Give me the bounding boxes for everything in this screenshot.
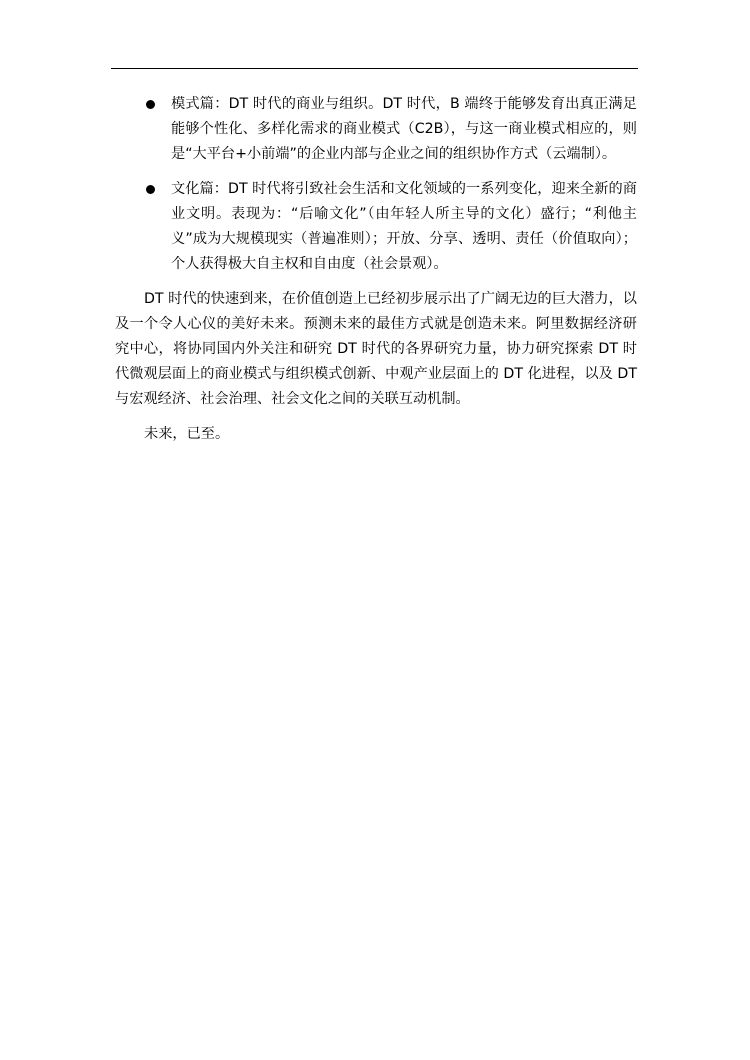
bullet-item-model — [115, 92, 637, 167]
bullet-icon — [146, 185, 155, 194]
document-body — [115, 92, 637, 457]
bullet-text: 文化篇：DT 时代将引致社会生活和文化领域的一系列变化，迎来全新的商业文明。表现为：“后喻文化”（由年轻人所主导的文化）盛行；“利他主义”成为大规模现实（普遍准则）；开放、分享、透明、责任（价值取向）；个人获得极大自主权和自由度（社会景观）。 — [171, 181, 637, 272]
body-paragraph: DT 时代的快速到来，在价值创造上已经初步展示出了广阔无边的巨大潜力，以及一个令人心仪的美好未来。预测未来的最佳方式就是创造未来。阿里数据经济研究中心，将协同国内外关注和研究 DT 时代的各界研究力量，协力研究探索 DT 时代微观层面上的商业模式与组织模式创新、中观产业层面上的 DT 化进程，以及 DT 与宏观经济、社会治理、社会文化之间的关联互动机制。 — [115, 291, 637, 407]
bullet-item-culture — [115, 177, 637, 277]
closing-paragraph: 未来，已至。 — [144, 426, 230, 442]
header-rule — [111, 68, 638, 69]
bullet-text: 模式篇：DT 时代的商业与组织。DT 时代，B 端终于能够发育出真正满足能够个性化、多样化需求的商业模式（C2B），与这一商业模式相应的，则是“大平台+小前端”的企业内部与企业之间的组织协作方式（云端制）。 — [171, 96, 637, 162]
bullet-icon — [146, 100, 155, 109]
